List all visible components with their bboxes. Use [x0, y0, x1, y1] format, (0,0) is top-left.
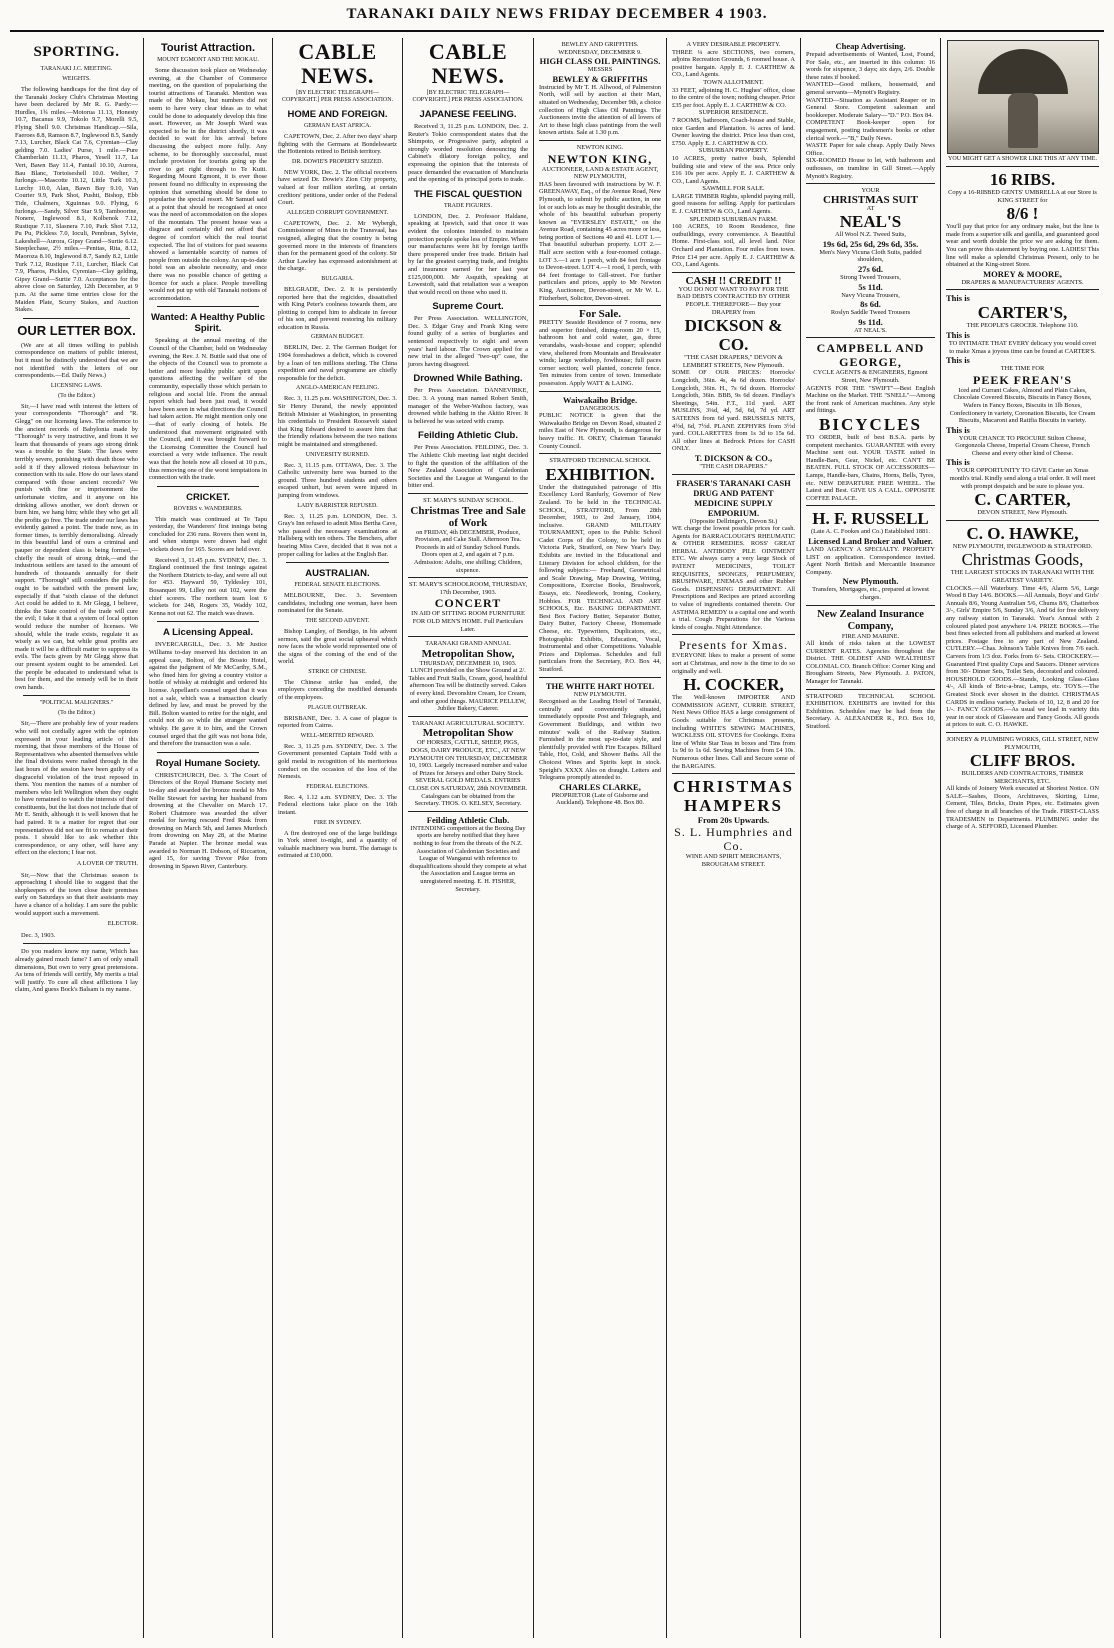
metropolitan-heading-2: Metropolitan Show [422, 727, 514, 740]
this-is-4: This is [946, 424, 970, 435]
town-heading: TOWN ALLOTMENT. [703, 78, 764, 86]
neals-ad [806, 183, 935, 337]
cash-heading: CASH !! CREDIT !! [685, 274, 782, 287]
nzi-ad [806, 605, 935, 689]
cash-text: YOU DO NOT WANT TO PAY FOR THE BAD DEBTS CONTRACTED BY OTHER PEOPLE. THEREFORE— Buy your DRAPERY from [676, 285, 791, 316]
for-sale-ad [539, 305, 661, 390]
messrs: MESSRS [587, 66, 613, 74]
opportunity-text: YOUR OPPORTUNITY TO GIVE Carter an Xmas month's trial. Kindly send along a trial order. It will meet with prompt despatch and be sure to please you. [949, 467, 1096, 490]
australian-item-text: The Chinese strike has ended, the employers conceding the modified demands of the employees. [278, 678, 397, 702]
australian-item-heading: STRIKE OF CHINESE. [308, 668, 367, 675]
agricultural-society-ad [408, 716, 528, 811]
australian-item-heading: FEDERAL ELECTIONS. [306, 783, 369, 790]
dickson-sub: "THE CASH DRAPERS," DEVON & LEMBERT STREETS, New Plymouth. [682, 354, 785, 369]
neals-price-2: 27s 6d. [857, 264, 884, 275]
ccarter-heading: C. CARTER, [974, 490, 1071, 510]
metropolitan-show-ad [408, 636, 528, 716]
nzi-heading: New Zealand Insurance Company, [817, 608, 924, 632]
humane-text: CHRISTCHURCH, Dec. 3. The Court of Directors of the Royal Humane Society met to-day and awarded the bronze medal to Mrs Nellie Stewart for saving her husband from drowning at the Chevalier on March 17. Robert Chatmore was awarded the silver medal for having rescued Fred Rusk from drowning on March 5th, and James Murdoch from drowning on May 28, at the Marine Parade at Napier. The bronze medal was awarded to Norman H. Dobson, of Riccarton, aged 15, for saving Trevor Pike from drowning in Spawn River, Canterbury. [149, 771, 267, 870]
wanted-3: COMPETENT Book-keeper open for engagement, posting tradesmen's books or other clerical work.—"B," Daily News. [806, 119, 935, 142]
australian-heading: AUSTRALIAN. [305, 568, 370, 580]
divider [157, 486, 259, 487]
divider [157, 752, 259, 753]
cocker-text: The Well-known IMPORTER AND COMMISSION AGENT, CURRIE STREET, Next News Office HAS a large consignment of Goods suitable for Christmas presents, including WHITE'S SEWING MACHINES, WICKLESS OIL STOVES for Cookings. Extra line of White Star Teas in boxes and Tins from 1s 9d to 1s 6d. Sewing Machines from £4 10s. Numerous other lines. Call and Secure some of the BARGAINS. [672, 694, 795, 770]
joinery-heading: JOINERY & PLUMBING WORKS, GILL STREET, NEW PLYMOUTH, [946, 735, 1099, 751]
cheap-heading: Cheap Advertising. [835, 41, 906, 51]
neals-line-3: Strong Tweed Trousers, [840, 274, 901, 282]
hampers-ad [672, 773, 795, 871]
cricket-text: This match was continued at Te Tapu yesterday, the Wanderers' first innings being concluded for 236 runs. Rovers then went in, and when stumps were drawn had eight wickets down for 165. Scores are held over. [149, 515, 267, 554]
tourist-text: Some discussion took place on Wednesday evening, at the Chamber of Commerce meeting, on the question of popularising the tourist attractions of Taranaki. Mention was made of the Mokau, but numbers did not seem to have very clear ideas as to what could be done to adequately develop this fine asset. However, as Mr Joseph Ward was expected to be in the district shortly, it was decided to wait for his arrival before discussing the subject more fully. Any scheme, to be thoroughly successful, must include provision for tourists going up the river to get right through to Te Kuiti. Regarding Mount Egmont, it is ever those present found no difficulty in expressing the opinion that something should be done to popularise the special resort. Mr Samuel said at a point that should be recognised at once was the need of accommodation on the slopes of the mountain. The present house was a disgrace and certainly did not afford that degree of comfort which the real tourist expected. The list of visitors for past seasons showed a lamentable scarcity of names of people from outside the colony. An up-to-date hotel was an absolute necessity, and once there was no possible chance of getting a licence for such a place. People travelling would not put up with old Taranaki notions of accommodation. [149, 67, 267, 302]
neals-foot: AT NEAL'S. [854, 326, 887, 334]
masthead-rule [10, 30, 1104, 32]
stratford-text: STRATFORD TECHNICAL SCHOOL EXHIBITION. EXHIBITS are invited for this Exhibition. Schedules may be had from the Secretary. A. ALEXANDER R., P.O. Box 10, Stratford. [806, 692, 935, 731]
court-heading: Supreme Court. [432, 301, 504, 313]
christmas-tree-heading: Christmas Tree and Sale of Work [410, 504, 526, 529]
fiscal-heading: THE FISCAL QUESTION [413, 188, 523, 200]
australian-item-heading: FEDERAL SENATE ELECTIONS. [294, 582, 381, 589]
farm-heading: SPLENDID SUBURBAN FARM. [689, 215, 778, 223]
letterbox-heading: OUR LETTER BOX. [17, 322, 136, 338]
neals-at: AT [866, 204, 875, 212]
neals-price-4: 8s 6d. [860, 299, 881, 310]
cable-news-heading-2: CABLE NEWS. [428, 39, 508, 88]
bewley-top: BEWLEY AND GRIFFITHS. [561, 41, 639, 48]
weights-heading: WEIGHTS. [62, 76, 91, 82]
sawmill-heading: SAWMILL FOR SALE. [702, 185, 765, 193]
column-4 [402, 38, 533, 1638]
cable-item-heading: GERMAN BUDGET. [311, 334, 364, 341]
licensing-text: Sir,—I have read with interest the letters of your correspondents "Thorough" and "R. Glegg" on our licensing laws. The reference to the ancient records of Babylonia made by "Thorough" is very instructive, and from it we learn that thousands of years ago strong drink was a trouble to the State. The laws were terribly severe, punishing with death those who sold it if they allowed riotous behaviour in connection with its sale. How do our laws stand compared with those ancient records? We punish with fine or imprisonment the unfortunate victim, and it anyone on his drinking allows another, we don't drown or burn him, we hang him; while they who get all the profits go free. The trade under our laws has evidently gained a point. The trade now, as in former times, is terribly demoralising. Already in this beautiful land of ours a criminal and pauper or dependent class is being formed,—chiefly the result of strong drink,—and the industrious settlers are taxed to the amount of hundreds of thousands annually for their support. "Thorough" still considers the public ought to be satisfied with the present law, especially if that "sixth clause of the defunct Act could be added to it. Mr Glegg, I believe, thinks the State control of the trade will cure the evil; I take it that a system of local option would reduce the number of licenses. We should, while the trade exists, regulate it as wisely as we can, but while great profits are made it will be a difficult matter to suppress its evils. The facts given by Mr Glegg show that our present system ought to be amended. Let the people be educated to understand what is best for them, and the remedy will be in their own hands. [15, 402, 138, 691]
drowned-text: Per Press Association. DANNEVIRKE, Dec. 3. A young man named Robert Smith, manager of the Weber-Waihou factory, was drowned while bathing in the Akitio River. It is believed he was seized with cramp. [408, 387, 528, 425]
umbrella-caption: YOU MIGHT GET A SHOWER LIKE THIS AT ANY TIME. [948, 156, 1097, 162]
concert-ad [408, 577, 528, 636]
tdickson-sub: "THE CASH DRAPERS." [699, 462, 768, 470]
humane-heading: Royal Humane Society. [155, 757, 261, 769]
suburban-text: 10 ACRES, pretty native bush, Splendid building site and view of the sea. Price only £16 10s per acre. Apply E. J. CARTHEW & CO., Land Agents. [672, 154, 795, 185]
superior-heading: SUPERIOR RESIDENCE. [698, 109, 769, 117]
cable-items [278, 123, 397, 558]
bridge-text: PUBLIC NOTICE is given that the Waiwakaiho Bridge on Devon Road, situated 2 miles East of New Plymouth, is dangerous for heavy traffic. H. OKEY, Chairman Taranaki County Council. [539, 412, 661, 450]
wanted-5: SIX-ROOMED House to let, with bathroom and outhouses, on tramline in Gill Street.—Apply Mynott's Registry. [806, 157, 935, 180]
russell-heading: H. F. RUSSELL [812, 509, 929, 529]
masthead: TARANAKI DAILY NEWS FRIDAY DECEMBER 4 1903. [346, 6, 768, 22]
bicycles-text: TO ORDER, built of best B.S.A. parts by competent mechanics. GUARANTEE with every Machine sent out. YOUR TASTE suited in Handle-Bars, Gear, Nickel, etc. CAN'T BE BEATEN. FULL STOCK OF ACCESSORIES—Lamps, Handle-bars, Chains, Horns, Bells, Tyres, etc. NEW DEPARTURE FREE WHEEL. The Latest and Best. GIVE US A CALL. OPPOSITE COFFEE PALACE. [806, 434, 935, 502]
nzi-text: All kinds of risks taken at the LOWEST CURRENT RATES. Agencies throughout the District. THE OLDEST AND WEALTHIEST COLONIAL CO. Branch Office: Corner King and Brougham Streets, New Plymouth. J. PATON, Manager for Taranaki. [806, 640, 935, 686]
political-to: (To the Editor.) [58, 710, 95, 717]
grand-annual: TARANAKI GRAND ANNUAL [425, 640, 511, 648]
carthew-ads [672, 38, 795, 272]
neals-line-4: Navy Vicuna Trousers, [841, 291, 900, 299]
carters-sub: THE PEOPLE'S GROCER. Telephone 110. [966, 322, 1079, 330]
weights-text: The following handicaps for the first day of the Taranaki Jockey Club's Christmas Meeting have been declared by Mr R. G. Pardy:— Hurdles, 1¾ miles.—Motorua 11.13, Honesty 10.7, Bacanus 9.9, Tokolo 9.7, Morelli 9.5, Flying Shell 9.0. Christmas Handicap.—Sila, Faeroes 8.8, Ramson 8.7, Inglewood 8.5, Sandy 7.13, Lurcher, Black Cat 7.6, Cyrenian—Clay gelding 7.0. Ladies' Purse, 1 mile.—Pure Chamberlain 11.13, Pharos, Yesell 11.7, La Vert, Bawn Bay 11.4, Fantail 10.10, Aurora, Bau Blanc, Tortoiseshell 10.0. Welter, 7 furlongs.—Mascotte 10.12, Little Turk 10.3, Lurchy 10.0, Alan, Bawn Bay 9.10, Van Courier 9.9, Park Shot, Pushti, Bishop, Ebb Tide, Chalmers, Xguinnas 9.0. Flying, 6 furlongs.—Sandy, Silver Star 9.9, Tamboorine, Nonere, Inglewood 8.1, Kolbenok 7.12, Rustique 7.11, Slasnera 7.10, Park Shot 7.12, Pu Pu, Pickless 7.0, Ioculi, Pennbran, Sylvie, Lakeshell—Aurora, Gipsy Grand—Surtie 6.12. Steeplechase, 2½ miles.—Penitas, Rita, 8.12, Maoroza 8.10, Inglewood 8.7, Sandy 8.2, Little Turk 7.12, Rustique 7.11, Lurcher, Black Cat 7.9, Pharos, Pickles, Cyrenian—Clay gelding, Gipsy Grand—Surtie 7.0. Acceptances for the above close on Saturday, 12th December, at 9 p.m. At the same time entries close for the Maiden Plate, Scurry Stakes, and Auction Stakes. [15, 86, 138, 314]
oil-paintings-heading: HIGH CLASS OIL PAINTINGS. [539, 56, 661, 67]
this-is-1: This is [946, 293, 970, 304]
new-plymouth-heading: New Plymouth. [842, 576, 899, 587]
superior-text: 7 ROOMS, bathroom, Coach-house and Stable, nice Garden and Plantation. ¼ acres of land. Owner leaving the district. Price less than cost, £750. Apply E. J. CARTHEW & CO. [672, 116, 795, 147]
elector-text: Sir,—Now that the Christmas season is approaching I should like to suggest that the shopkeepers of the town close their premises early on Saturdays so that their assistants may have a chance of a holiday. I am sure the public would support such a movement. [15, 871, 138, 917]
sunday-school-ad [408, 493, 528, 577]
neals-text: All Wool N.Z. Tweed Suits, [834, 231, 907, 239]
school-sub: STRATFORD TECHNICAL SCHOOL [549, 457, 651, 465]
presents-heading: Presents for Xmas. [679, 638, 788, 653]
australian-items [278, 582, 397, 860]
column-5 [533, 38, 666, 1638]
divider [23, 695, 130, 696]
cocker-heading: H. COCKER, [683, 675, 784, 695]
hotel-sub: NEW PLYMOUTH. [573, 690, 627, 698]
hampers-heading: CHRISTMAS HAMPERS [673, 777, 794, 816]
cheap-text: Prepaid advertisements of Wanted, Lost, Found, For Sale, etc., are inserted in this column: 16 words for sixpence, 3 days; six days, 2/6. Double these rates if booked. [806, 51, 935, 81]
fiscal-text: LONDON, Dec. 2. Professor Haldane, speaking at Ipswich, said that once it was evident the colonies intended to maintain protection people spoke less of Empire. Where our manufactures were hit by foreign tariffs there prospered under free trade. Britain had by far the greatest carrying trade, and freights and insurance earned for her last year £125,000,000. Mr Asquith, speaking at Lowestoft, said that retaliation was a weapon that would recoil on those who used it. [408, 212, 528, 296]
cliff-heading: CLIFF BROS. [969, 751, 1076, 771]
australian-item-text: Rec. 4, 1.12 a.m. SYDNEY, Dec. 3. The Federal elections take place on the 16th instant. [278, 793, 397, 816]
concert-heading: CONCERT [434, 596, 502, 611]
cable-item-heading: ANGLO-AMERICAN FEELING. [296, 385, 379, 392]
neals-pre: YOUR [861, 187, 880, 195]
political-text: Sir,—There are probably few of your readers who will not cordially agree with the opinion expressed in your leading article of this morning, that those members of the House of Representatives who absented themselves while the final divisions were rushed through in the last hours of the session have been guilty of a disgraceful violation of the trust reposed in them. You mention the names of a number of members who left Wellington when they ought to have remained to watch the interests of their constituents, but the list does not include that of Mr E. Smith, although it is well known that he had paired. It is a matter for regret that our representatives did not see fit to remain at their posts. I should like to ask whether this correspondence, or any other, will have any effect on the electors; I fear not. [15, 720, 138, 857]
morey-sub: DRAPERS & MANUFACTURERS' AGENTS. [961, 278, 1084, 286]
peek-sub: THE TIME FOR [1000, 365, 1045, 373]
neals-price-5: 9s 11d. [858, 316, 883, 327]
new-plymouth-text: Transfers, Mortgages, etc., prepared at lowest charges. [812, 586, 929, 601]
australian-item-text: Bishop Langley, of Bendigo, in his advent sermon, said the great social upheaval which now faces the whole world represented one of the signs of the coming of the end of the world. [278, 627, 397, 666]
athletic-text-2: INTENDING competitors at the Boxing Day sports are hereby notified that they have nothing to fear from the threats of the N.Z. Association of Caledonian Societies and League of Wanganui with reference to disqualifications should they compete at what the Association and League terms an unregistered meeting. E. H. FISHER, Secretary. [409, 824, 527, 893]
tdickson-heading: T. DICKSON & CO., [694, 452, 773, 463]
drowned-heading: Drowned While Bathing. [413, 373, 523, 385]
bewley-date: WEDNESDAY, DECEMBER 9. [558, 48, 642, 56]
cable-item-heading: BULGARIA. [321, 275, 354, 282]
campbell-text: AGENTS FOR THE "SWIFT"—Best English Machine on the Market. THE "SNELL"—Among the front rank of American machines. Any style and fittings. [806, 384, 935, 415]
ribs-heading: 16 RIBS. [989, 170, 1056, 189]
sporting-heading: SPORTING. [33, 44, 120, 60]
wanted-heading: Wanted: A Healthy Public Spirit. [150, 312, 265, 335]
for-sale-text: PRETTY Seaside Residence of 7 rooms, new and superior finished, dining-room 20 × 15, bathroom hot and cold water, gas, three verandahs, wash-house and copper; splendid view, sheltered from Mountain and Breakwater winds; large workshop, fowlhouse; full paces corner section; well planted, concrete fence. Ten minutes from centre of town. Immediate possession. Apply WATT & LAING. [539, 319, 661, 387]
cable-item-text: CAPETOWN, Dec. 2. After two days' sharp fighting with the Germans at Bondelswartz the Hottentots retired to British territory. [278, 133, 397, 156]
carters-heading: CARTER'S, [977, 303, 1068, 323]
dickson-ad [672, 272, 795, 474]
peek-text: Iced and Currant Cakes, Almond and Plain Cakes, Chocolate Covered Biscuits, Biscuits in Fancy Boxes, Wafers in Fancy Boxes, Biscuits in 1lb Boxes, Confectionery in variety, Coronation Biscuits, Ice Cream Biscuits, Macaroni and Ratifia Biscuits in variety. [949, 386, 1096, 425]
exhibition-ad [539, 453, 661, 676]
athletic-text: Per Press Association. FEILDING, Dec. 3. The Athletic Club meeting last night decided to fight the question of the affiliation of the New Zealand Association of Caledonian Societies and the League at Wanganui to the bitter end. [408, 444, 528, 490]
athletic-club-ad [408, 811, 528, 896]
umbrella-icon [978, 49, 1068, 94]
divider [157, 306, 259, 307]
cable-news-subheading: [BY ELECTRIC TELEGRAPH—COPYRIGHT.] PER PRESS ASSOCIATION. [281, 90, 394, 103]
bewley-heading: BEWLEY & GRIFFITHS [552, 73, 648, 84]
hotel-ad [539, 677, 661, 810]
nzi-sub: FIRE AND MARINE. [841, 632, 900, 640]
society-name: TARANAKI AGRICULTURAL SOCIETY. [411, 719, 525, 727]
fraser-text: WE charge the lowest possible prices for cash. Agents for BARRACLOUGH'S RHEUMATIC & OTHER REMEDIES. ROSS' GREAT HERBAL ANTIBODY PILE OINTMENT ETC. We always carry a very large Stock of PATENT MEDICINES, TOILET REQUISITES, SPONGES, PERFUMERY, BRUSHWARE, ENEMAS and other Rubber Goods. DISPENSING DEPARTMENT. All Prescriptions and Recipes are prized according to value of ingredients contained therein. Our ASTHMA REMEDY is a capital one and worth a trial. Cough Preparations for the Various kinds of coughs. Night Attendance. [672, 525, 795, 631]
metropolitan-text: THURSDAY, DECEMBER 10, 1903. LUNCH provided on the Show Ground at 2/. Tables and Fruit Stalls, Cream, good, healthful afternoon Tea will be distinctly served. Cakes of every kind. Devonshire Cream, Ice Cream, and other good things. MAURICE PELLEW, Jubilee Bakery, Caterer. [408, 659, 528, 713]
licensing-to: (To the Editor.) [58, 392, 95, 399]
cable-item-heading: LADY BARRISTER REFUSED. [297, 502, 378, 509]
ribs-price: 8/6 ! [1006, 204, 1039, 224]
tourist-subheading: MOUNT EGMONT AND THE MOKAU. [157, 57, 259, 63]
campbell-heading: CAMPBELL AND GEORGE, [816, 341, 925, 370]
cable-news-heading: CABLE NEWS. [298, 39, 377, 88]
licensing-appeal-heading: A Licensing Appeal. [162, 627, 254, 639]
bridge-heading: Waiwakaiho Bridge. [562, 394, 638, 405]
ccarter-sub: DEVON STREET, New Plymouth. [977, 509, 1068, 517]
australian-item-text: BRISBANE, Dec. 3. A case of plague is reported from Cairns. [278, 714, 397, 730]
humphries-text: WINE AND SPIRIT MERCHANTS, BROUGHAM STREET. [685, 853, 782, 868]
elector-signature: ELECTOR. [107, 920, 138, 928]
cricket-subheading: ROVERS v. WANDERERS. [173, 505, 243, 512]
farm-text: 160 ACRES, 10 Room Residence, fine outbuildings, every convenience. A Beautiful Home. First-class soil, all level land. Nice Orchard and Plantation. Four miles from town. Price £14 per acre. Apply E. J. CARTHEW & CO., Land Agents. [672, 223, 795, 269]
charles-text: PROPRIETOR (Late of Gisborne and Auckland). Telephone 48. Box 80. [551, 791, 649, 807]
australian-item-text: MELBOURNE, Dec. 3. Seventeen candidates, including one woman, have been nominated for the Senate. [278, 592, 397, 615]
column-7 [800, 38, 940, 1638]
wanted-text: Speaking at the annual meeting of the Council of the Chamber, held on Wednesday evening, the Rev. J. N. Buttle said that one of the objects of the Council was to promote a better and more healthy public spirit upon questions affecting the welfare of the community, especially those which pertain to religious and social life. From the annual report which had been just read, it would have been seen in what directions the Council had taken action. He might mention only one—that of early closing of hotels. He understood that movement originated with the Council, and it was brought forward to the Licensing Committee the Council had exercised a very wide influence. The result was that the hotels now all closed at 10 p.m., thus removing one of the worst temptations in connection with the trade. [149, 337, 267, 482]
ribs-body: You'll pay that price for any ordinary make, but the line is made from a superior silk and ganilla, and guaranteed good wear and worth double the price we are asking for them. You can prove this statement by buying one. LADIES! This line will make a splendid Christmas Present, only to be obtained at the King-street Store. [946, 223, 1099, 269]
cable-item-text: BELGRADE, Dec. 2. It is persistently reported here that the regicides, dissatisfied with King Peter's coolness towards them, are plotting to compel him to abdicate in favour of his son, and prevent restoring his military education in Russia. [278, 285, 397, 331]
hotel-text: Recognised as the Leading Hotel of Taranaki, centrally and conveniently situated, immediately opposite Post and Telegraph, and Government Buildings, and within two minutes' walk of the Railway Station. Furnished in the most up-to-date style, and plentifully provided with Fire Escapes. Billiard Table, Hot, Cold, and Shower Baths. All the Choicest Wines and Spirits kept in stock. Speight's XXXX Ales on draught. Letters and Telegrams promptly attended to. [539, 698, 661, 782]
newton-text: HAS been favoured with instructions by W. F. GREENAWAY, Esq., of the Avenue Road, New Plymouth, to submit by public auction, in one lot or such lots as may be thought desirable, the whole of his beautiful suburban property known as "EVERSLEY ESTATE," on the Avenue Road, containing 45 acres more or less, being portion of Sections 40 and 41. LOT 1.—That beautiful suburban property. LOT 2.—Half acre section with a four-roomed cottage. LOT 3.—1 acre 1 perch, with 84 feet frontage to Devon-street. LOT 4.—1 rood, 1 perch, with 84 feet frontage to Gill-street. For further particulars and prices, apply to Mr Newton King, Auctioneer, Devon-street, or Mr W. L. Fitzherbert, Solicitor, Devon-street. [539, 180, 661, 302]
australian-item-text: Rec. 3, 11.25 p.m. SYDNEY, Dec. 3. The Government presented Captain Todd with a gold medal in recognition of his meritorious conduct on the occasion of the loss of the Nemesis. [278, 742, 397, 781]
metropolitan-heading: Metropolitan Show, [421, 647, 515, 660]
xmas-heading: Christmas Goods, [961, 550, 1084, 570]
campbell-ad [806, 337, 935, 505]
fiscal-subheading: TRADE FIGURES. [443, 202, 492, 209]
neals-name: NEAL'S [839, 212, 902, 232]
athletic-heading: Feilding Athletic Club. [418, 430, 518, 442]
cable-item-text: Rec. 3, 11.15 p.m. OTTAWA, Dec. 3. The Catholic university here was burned to the ground. Three hundred students and others escaped unhurt, but seven were injured in jumping from windows. [278, 461, 397, 499]
australian-item-heading: PLAGUE OUTBREAK. [307, 704, 368, 711]
cliff-ad [946, 732, 1099, 834]
column-3 [272, 38, 402, 1638]
neals-price-3: 5s 11d. [858, 281, 883, 292]
umbrella-illustration [947, 40, 1099, 154]
hawke-ad [946, 520, 1099, 732]
australian-item-heading: THE SECOND ADVENT. [305, 617, 370, 624]
exhibition-heading: EXHIBITION. [545, 464, 655, 484]
political-signature: A LOVER OF TRUTH. [76, 860, 138, 868]
cable-item-text: Rec. 3, 11.25 p.m. WASHINGTON, Dec. 3. Sir Henry Durand, the newly appointed British Minister at Washington, in presenting his credentials to President Roosevelt stated that King Edward desired to assure him that the friendly relations between the two nations might be maintained and strengthened. [278, 395, 397, 448]
cliff-sub: BUILDERS AND CONTRACTORS, TIMBER MERCHANTS, ETC. [961, 770, 1084, 785]
divider [157, 621, 259, 622]
cricket-cable: Received 3, 11.45 p.m. SYDNEY, Dec. 3. England continued the first innings against the Northern Districts to-day, and were all out for 453. Hayward 59, Tyldesley 101, Bosanquet 99, Lilley not out 102, were the chief scorers. The northern team lost 6 wickets for 248, Rogers 35, Waddy 102, Kenna not out 62. The match was drawn. [149, 556, 267, 617]
for-sale-heading: For Sale. [579, 308, 621, 321]
cheese-text: YOUR CHANCE TO PROCURE Stilton Cheese, Gorgonzola Cheese, Imperial Cream Cheese, French Cheese and every other kind of Cheese. [955, 434, 1090, 457]
campbell-sub: CYCLE AGENTS & ENGINEERS, Egmont Street, New Plymouth. [813, 369, 928, 385]
home-foreign-heading: HOME AND FOREIGN. [287, 109, 388, 120]
court-text: Per Press Association. WELLINGTON, Dec. 3. Edgar Gray and Frank King were found guilty of a series of burglaries and sentenced respectively to eight and seven years' hard labour. The Crown applied for a new trial in the alleged "two-up" case, the jurors having disagreed. [408, 315, 528, 368]
cricket-heading: CRICKET. [186, 491, 230, 503]
divider [23, 318, 130, 319]
morey-heading: MOREY & MOORE, [983, 268, 1062, 279]
australian-item-heading: WELL-MERITED REWARD. [300, 732, 375, 739]
column-2 [143, 38, 272, 1638]
cable-item-heading: ALLEGED CORRUPT GOVERNMENT. [286, 209, 389, 216]
wanted-1: WANTED—Good milkers, housemaid, and general servants—Mynott's Registry. [806, 81, 935, 96]
bewley-ad [539, 38, 661, 140]
licensing-heading: LICENSING LAWS. [50, 382, 103, 389]
cable-item-heading: GERMAN EAST AFRICA. [303, 123, 372, 129]
column-8 [940, 38, 1104, 1638]
peek-heading: PEEK FREAN'S [972, 372, 1072, 387]
ribs-ad [946, 166, 1099, 289]
australian-item-text: A fire destroyed one of the large buildings in York street to-night, and a quantity of valuable machinery was burnt. The damage is estimated at £10,000. [278, 829, 397, 860]
town-text: 33 FEET, adjoining H. C. Hughes' office, close to the centre of the town; nothing cheaper. Price £35 per foot. Apply E. J. CARTHEW & CO. [672, 86, 795, 109]
bicycles-heading: BICYCLES [819, 415, 922, 434]
prop-heading: A VERY DESIRABLE PROPERTY. [686, 41, 781, 48]
fraser-ad [672, 474, 795, 635]
cocker-ad [672, 634, 795, 773]
xmas-sub: THE LARGEST STOCKS IN TARANAKI WITH THE GREATEST VARIETY. [950, 569, 1095, 585]
divider [286, 562, 389, 563]
cable-item-heading: UNIVERSITY BURNED. [305, 451, 370, 458]
divider [23, 943, 130, 944]
dickson-heading: DICKSON & CO. [684, 316, 783, 355]
humphries-heading: S. L. Humphries and Co. [674, 825, 793, 854]
wanted-2: WANTED—Situation as Assistant Reaper or in General Store. Competent salesman and bookkeeper. Moderate Salary—"D." P.O. Box 84. [806, 96, 935, 119]
tourist-heading: Tourist Attraction. [160, 42, 256, 54]
this-is-3: This is [946, 355, 970, 366]
sporting-subheading: TARANAKI J.C. MEETING. [40, 66, 113, 72]
cable-item-text: BERLIN, Dec. 2. The German Budget for 1904 foreshadows a deficit, which is covered by a loan of ten millions sterling. The China expedition and naval programme are chiefly responsible for the deficit. [278, 344, 397, 382]
athletic-heading-2: Feilding Athletic Club. [426, 814, 510, 825]
neals-prices: 19s 6d, 25s 6d, 29s 6d, 35s. [822, 238, 919, 249]
hawke-sub: NEW PLYMOUTH, INGLEWOOD & STRATFORD. [952, 542, 1093, 550]
wanted-4: WASTE Paper for sale cheap. Apply Daily News Office. [806, 142, 935, 157]
this-is-5: This is [946, 457, 970, 468]
prop-text: THREE ¼ acre SECTIONS, two corners, adjoins Recreation Grounds, 6 roomed house. A positive bargain. Apply E. J. CARTHEW & CO., Land Agents. [672, 48, 795, 79]
this-is-2: This is [946, 329, 970, 340]
ribs-text: Copy a 16-RIBBED GENTS' UMBRELLA at our Store is KING STREET for [948, 189, 1097, 204]
cable-news-subheading-2: [BY ELECTRIC TELEGRAPH—COPYRIGHT.] PER PRESS ASSOCIATION. [412, 90, 524, 103]
charles-heading: CHARLES CLARKE, [559, 781, 641, 792]
column-6 [666, 38, 800, 1638]
bewley-text: Instructed by Mr T. H. Allwood, of Palmerston North, will sell by auction at their Mart, situated on Wednesday, December 9th, a choice collection of High Class Oil Paintings. The Auctioneers invite the attention of all lovers of Art to these high class paintings from the well known artists. Sale at 1.30 p.m. [539, 83, 661, 137]
newton-sub: NEWTON KING. [576, 143, 624, 151]
hampers-sub: From 20s Upwards. [697, 815, 770, 826]
carters-ad [946, 289, 1099, 520]
neals-line-5: Roslyn Saddle Tweed Trousers [830, 309, 911, 317]
cable-item-text: CAPETOWN, Dec. 2. Mr Wybergh, Commissioner of Mines in the Transvaal, has resigned, alleging that the country is being governed more in the interests of financiers than for the permanent good of the colony. Sir Arthur Lawley has expressed astonishment at the charge. [278, 219, 397, 273]
elector-date: Dec. 3, 1903. [21, 931, 56, 939]
dickson-text: SOME OF OUR PRICES: Horrocks' Longcloth, 36in. 4s, 4s 6d dozen. Horrocks' Longcloth, 36in. H., 7s 6d dozen. Horrocks' Longcloth, 36in. BBB, 9s 6d dozen. Findlay's Sheetings, 54in. F.T., 11d yard. ART MUSLINS, 3¼d, 4d, 5d, 6d, 7d yd. ART SATEENS from 6d yard. BRUSSELS NETS, 4½d, 6d, 7½d. PLANE ZEPHYRS from 3½d yard. COLLARETTES from 1s 3d to 15s 6d. All other lines at Bedrock Prices for CASH ONLY. [672, 369, 795, 453]
carters-text: TO INTIMATE THAT EVERY delicacy you would covet to make Xmas a joyous time can be found at CARTER'S. [948, 339, 1097, 355]
sawmill-text: LARGE TIMBER Rights, splendid paying mill, good reasons for selling. Apply for particulars E. J. CARTHEW & CO., Land Agents. [672, 192, 795, 216]
neals-line-2: Men's Navy Vicuna Cloth Suits, padded shoulders, [819, 248, 922, 264]
neals-heading: CHRISTMAS SUIT [822, 193, 919, 206]
bocks-balsam-poem: Do you readers know my name, Which has already gained much fame? I am of only small dimensions, But own to very great pretensions. As tens of friends will certify, My merits a trial will justify. To cure all chest afflictions I lay claim, And guess Bock's Balsam is my name. [15, 948, 138, 994]
column-1 [10, 38, 143, 1638]
fraser-heading: FRASER'S TARANAKI CASH DRUG AND PATENT MEDICINE SUPPLY EMPORIUM. [676, 477, 791, 518]
presents-text: EVERYONE likes to make a present of some sort at Christmas, and now is the time to do so originally and well. [672, 652, 795, 675]
bridge-sub: DANGEROUS. [579, 404, 621, 412]
cable-item-heading: DR. DOWIE'S PROPERTY SEIZED. [292, 158, 383, 165]
cliff-text: All kinds of Joinery Work executed at Shortest Notice. ON SALE—Sashes, Doors, Architraves, Skirting, Lime, Cement, Tiles, Bricks, Drain Pipes, etc. Estimates given free of charge in all branches of the Trade. FIRST-CLASS TRADESMEN in Departments. PLUMBING under the charge of A. SEFFORD, Licensed Plumber. [946, 785, 1099, 831]
political-heading: "POLITICAL MALIGNERS." [39, 700, 114, 707]
concert-text: IN AID OF SITTING ROOM FURNITURE FOR OLD MEN'S HOME. Full Particulars Later. [411, 610, 525, 633]
bridge-ad [539, 391, 661, 454]
xmas-text: CLOCKS.—All Waterbury. Time 4/6, Alarm 5/6, Large Wood 8 Day 14/6. BOOKS.—All Annuals, Boys' and Girls' Annuals 8/6, Young Australian 5/6, Chums 8/6, Chatterbox 3/-, Girls' Empire 5/6, Sunday 3/6, And 6d for free delivery any railway station in Taranaki. Year's Annual with 2 coloured plated post anywhere 1/4. PRIZE BOOKS.—The best fines selected from all publishers and marked at lowest prices. Postage free to any part of New Zealand. CUTLERY.—Chas. Johnson's Table Knives from 7/6 each. Carvers from 1/3 doz. Forks from 6/- Sets. CROCKERY.—Guaranteed First quality Cups and Saucers. Dinner services from 30/- Dinner Sets, Toilet Sets, decorated and coloured. HOUSEHOLD GOODS.—Stands, Looking Glass-Glass 4/-, All kinds of Bric-a-brac, Lamps, etc. TOYS.—The Greatest Stock ever shown in the district. CHRISTMAS CARDS in endless variety. Packets of 10, 12, 8 and 20 for 1/-. FANCY GOODS.—As usual we lead in variety this year in our stock of Glassware and Fancy Goods. All goods at prices to suit. C. O. HAWKE. [946, 584, 1099, 729]
christmas-tree-text: on FRIDAY, 4th DECEMBER, Produce, Provision, and Cake Stall. Afternoon Tea. Proceeds in aid of Sunday School Funds. Doors open at 2, and again at 7 p.m. Admission: Adults, one shilling; Children, sixpence. [413, 528, 523, 574]
russell-sub: (Late A. C. Fookes and Co.) Established 1881. [810, 528, 931, 536]
japanese-text: Received 3, 11.25 p.m. LONDON, Dec. 2. Reuter's Tokio correspondent states that the Shimpoto, or Progressive party, adopted a strongly worded resolution denouncing the Cabinet's dilatory foreign policy, and expressing the opinion that the interests of peace demanded the evacuation of Manchuria and the opening of its principal ports to trade. [408, 123, 528, 184]
fraser-sub: (Opposite Dellringer's, Devon St.) [689, 517, 778, 525]
newton-king-ad [539, 140, 661, 305]
suburban-heading: SUBURBAN PROPERTY. [698, 147, 769, 155]
stratford-ad [806, 689, 935, 734]
sunday-school-heading: ST. MARY'S SUNDAY SCHOOL. [423, 496, 513, 504]
figure-icon [1008, 93, 1038, 148]
russell-role: Licensed Land Broker and Valuer. [808, 535, 933, 546]
cable-item-text: NEW YORK, Dec. 2. The official receivers have seized Dr. Dowie's Zion City property, valued at four million sterling, at certain creditors' petitions, under order of the Federal Court. [278, 168, 397, 207]
licensing-appeal-text: INVERCARGILL, Dec. 3. Mr Justice Williams to-day reserved his decision in an appeal case, Bolton, of the Bossio Hotel, against the judgment of Mr McCarthy, S.M., who fined him for giving a country visitor a bottle of whisky at midnight and ordered his license. Appellant's counsel urged that it was not a sale, which was a transaction clearly defined by law, and must be proved by the Bill. Bolton wanted to retire for the night, and could not do so while the stranger wanted whisky. He gave it to him, and the Crown counsel urged that the gift was not bona fide, and therefore the transaction was a sale. [149, 641, 267, 748]
russell-text: LAND AGENCY A SPECIALTY. PROPERTY LIST on application. Correspondence invited. Agent North British and Mercantile Insurance Company. [806, 545, 935, 576]
japanese-heading: JAPANESE FEELING. [419, 109, 517, 120]
australian-item-heading: FIRE IN SYDNEY. [313, 819, 362, 826]
cable-item-text: Rec. 3, 11.25 p.m. LONDON, Dec. 3. Gray's Inn refused to admit Miss Bertha Cave, who passed the necessary examinations at Hallsberg with ten others. The Benchers, after hearing Miss Cave, decided that it was not a proper calling for ladies at the English Bar. [278, 512, 397, 558]
concert-pre: ST. MARY'S SCHOOLROOM, THURSDAY, 17th December, 1903. [408, 581, 528, 596]
russell-ad [806, 505, 935, 604]
newton-heading: NEWTON KING, [547, 151, 653, 166]
hawke-heading: C. O. HAWKE, [966, 523, 1079, 543]
cheap-ad [806, 38, 935, 183]
exhibition-text: Under the distinguished patronage of His Excellency Lord Ranfurly, Governor of New Zealand. To be held in the TECHNICAL SCHOOL, STRATFORD, From 28th December, 1903, to 2nd January, 1904, inclusive. GRAND MILITARY TOURNAMENT, open to the Public School Cadet Corps of the Colony, to be held in Victoria Park, Stratford, on New Year's Day. Exhibits are invited in the Educational and Literary Division for school children, for the following subjects:— Freehand, Geometrical and Scale Drawing, Map Drawing, Writing, Compositions, Exercise Books, Brushwork, Essays, etc. Needlework, Ironing, Cookery, Hobbies. FOR TECHNICAL AND ART SCHOOLS, Etc. BAKING DEPARTMENT. Best Box Factory Butter, Separator Butter, Dairy Butter, Factory Cheese, Homemade Cheese, etc. Typewriters, Duplicators, etc., Photographic Exhibits, Education, Vocal, Instrumental and other Competitions. Valuable Prizes and Diplomas. Schedules and full particulars from the Secretary, P.O. Box 44, Stratford. [539, 483, 661, 673]
newton-role: AUCTIONEER, LAND & ESTATE AGENT, NEW PLYMOUTH, [541, 165, 659, 181]
metropolitan-text-2: OF HORSES, CATTLE, SHEEP, PIGS, DOGS, DAIRY PRODUCE, ETC., AT NEW PLYMOUTH ON THURSDAY, DECEMBER 10, 1903. Largely increased number and value of Prizes for Jerseys and other Dairy Stock. SEVERAL GOLD MEDALS. ENTRIES CLOSE ON SATURDAY, 28th NOVEMBER. Catalogues can be obtained from the Secretary. THOS. O. KELSEY, Secretary. [408, 739, 528, 808]
letterbox-note: (We are at all times willing to publish correspondence on matters of public interest, but it must be distinctly understood that we are not identified with the letters of our correspondents.—Ed. Daily News.) [15, 341, 138, 380]
hotel-heading: THE WHITE HART HOTEL [545, 680, 655, 691]
